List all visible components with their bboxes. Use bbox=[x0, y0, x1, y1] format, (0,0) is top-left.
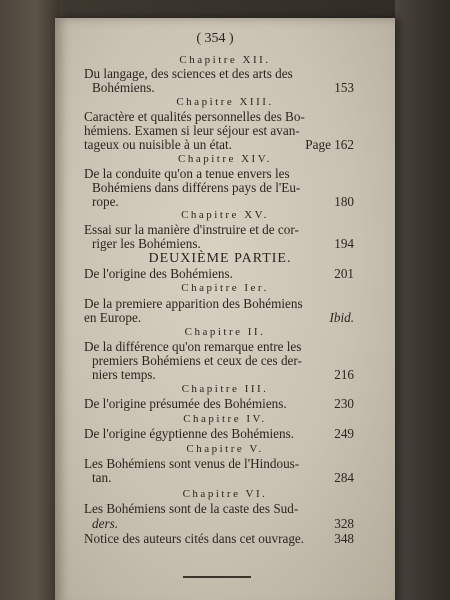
entry-line: en Europe. bbox=[84, 310, 142, 325]
entry-line: De la différence qu'on remarque entre les bbox=[84, 339, 302, 354]
entry-line: premiers Bohémiens et ceux de ces der- bbox=[92, 353, 302, 368]
entry-line: niers temps. bbox=[92, 367, 156, 382]
entry-page: 249 bbox=[334, 426, 354, 441]
entry-line: ders. bbox=[92, 516, 119, 531]
part-heading: DEUXIÈME PARTIE. bbox=[148, 251, 292, 266]
chapter-heading: Chapitre Ier. bbox=[181, 282, 269, 294]
chapter-heading: Chapitre XV. bbox=[181, 209, 269, 221]
entry-line: Bohémiens. bbox=[92, 80, 155, 95]
entry-line: De la premiere apparition des Bohémiens bbox=[84, 296, 303, 311]
entry-page: 153 bbox=[334, 80, 354, 95]
entry-line: Du langage, des sciences et des arts des bbox=[84, 66, 293, 81]
entry-page: 194 bbox=[334, 236, 354, 251]
entry-line: Caractère et qualités personnelles des Bo- bbox=[84, 109, 305, 124]
entry-page: 216 bbox=[334, 367, 354, 382]
chapter-heading: Chapitre II. bbox=[184, 326, 266, 338]
chapter-heading: Chapitre IV. bbox=[183, 413, 267, 425]
chapter-heading: Chapitre XIII. bbox=[176, 96, 274, 108]
page-number: ( 354 ) bbox=[196, 31, 234, 46]
entry-line: riger les Bohémiens. bbox=[92, 236, 201, 251]
entry-page: 180 bbox=[334, 194, 354, 209]
entry-page: 328 bbox=[334, 516, 354, 531]
entry-line: Essai sur la manière d'instruire et de cor- bbox=[84, 222, 299, 237]
entry-page: 201 bbox=[334, 266, 354, 281]
chapter-heading: Chapitre XIV. bbox=[177, 153, 272, 165]
entry-page: 230 bbox=[334, 396, 354, 411]
entry-line: Les Bohémiens sont venus de l'Hindous- bbox=[84, 456, 300, 471]
entry-line: tageux ou nuisible à un état. bbox=[84, 137, 232, 152]
entry-line: De l'origine présumée des Bohémiens. bbox=[84, 396, 287, 411]
entry-page: 348 bbox=[334, 531, 354, 546]
chapter-heading: Chapitre V. bbox=[186, 443, 264, 455]
entry-page: 284 bbox=[334, 470, 354, 485]
entry-line: Notice des auteurs cités dans cet ouvrage. bbox=[84, 531, 305, 546]
entry-page: Ibid. bbox=[329, 310, 354, 325]
chapter-heading: Chapitre XII. bbox=[179, 54, 271, 66]
entry-line: Les Bohémiens sont de la caste des Sud- bbox=[84, 501, 299, 516]
entry-line: hémiens. Examen si leur séjour est avan- bbox=[84, 123, 300, 138]
entry-line: De l'origine égyptienne des Bohémiens. bbox=[84, 426, 295, 441]
entry-line: De l'origine des Bohémiens. bbox=[84, 266, 233, 281]
chapter-heading: Chapitre III. bbox=[181, 383, 269, 395]
entry-line: tan. bbox=[92, 470, 112, 485]
chapter-heading: Chapitre VI. bbox=[182, 488, 268, 500]
entry-line: De la conduite qu'on a tenue envers les bbox=[84, 166, 290, 181]
entry-line: rope. bbox=[92, 194, 119, 209]
entry-line: Bohémiens dans différens pays de l'Eu- bbox=[92, 180, 301, 195]
entry-page: Page 162 bbox=[305, 137, 354, 152]
end-rule bbox=[183, 576, 251, 578]
